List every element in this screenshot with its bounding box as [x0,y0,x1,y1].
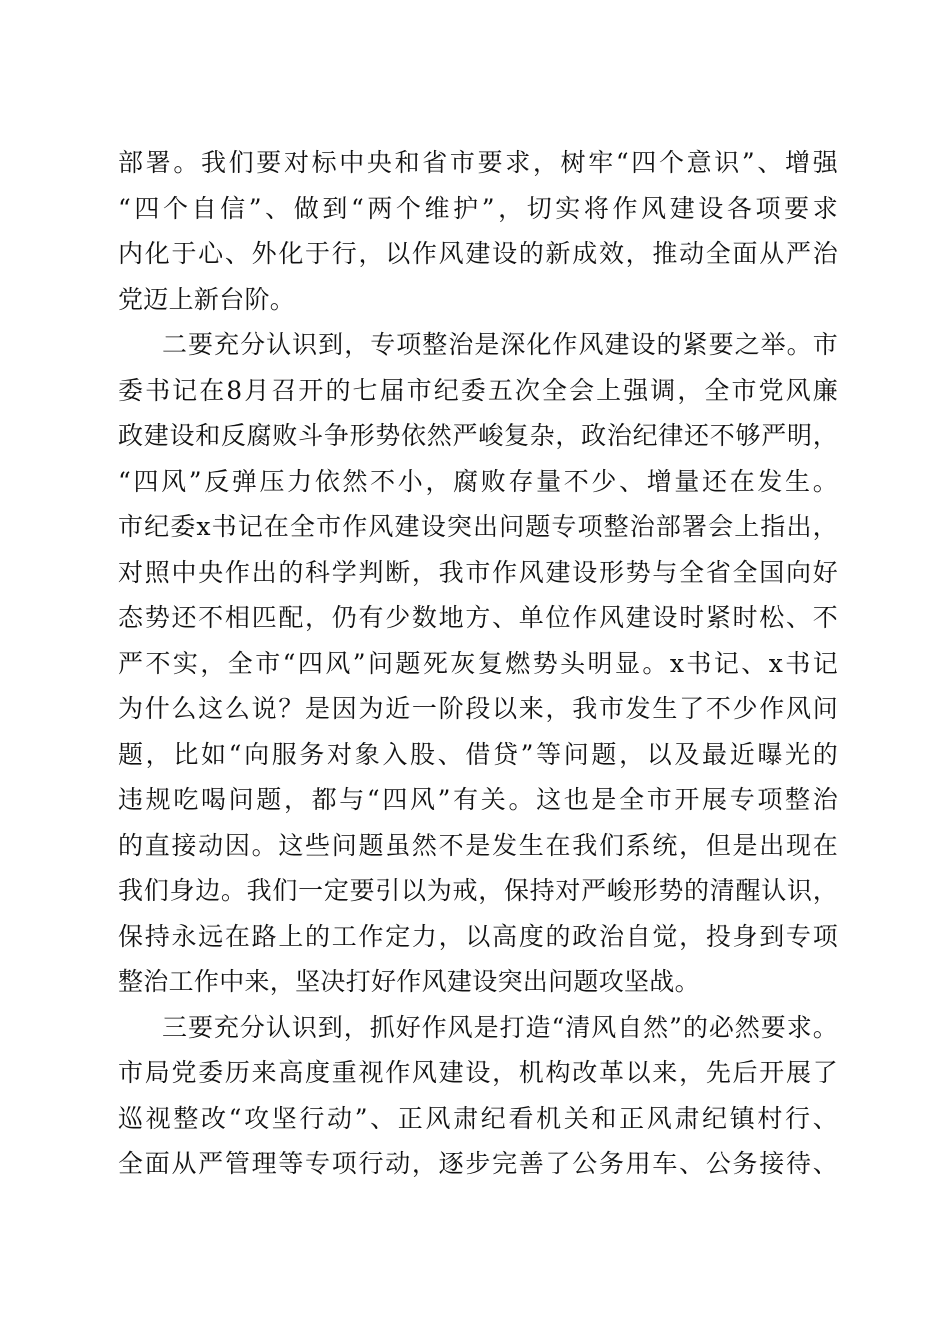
text-line: 保持永远在路上的工作定力，以高度的政治自觉，投身到专项 [118,921,838,951]
document-body [118,140,838,1187]
text-line: “四个自信”、做到“两个维护”，切实将作风建设各项要求 [118,193,838,223]
paragraph-continuation [118,140,838,322]
text-line: 题，比如“向服务对象入股、借贷”等问题，以及最近曝光的 [118,739,838,769]
text-line: 为什么这么说？是因为近一阶段以来，我市发生了不少作风问 [118,694,838,723]
text-line: 违规吃喝问题，都与“四风”有关。这也是全市开展专项整治 [118,785,838,814]
text-line: 三要充分认识到，抓好作风是打造“清风自然”的必然要求。 [162,1012,838,1042]
text-line: 部署。我们要对标中央和省市要求，树牢“四个意识”、增强 [118,148,838,177]
text-line: 严不实，全市“四风”问题死灰复燃势头明显。x书记、x书记 [118,648,838,678]
text-line: 二要充分认识到，专项整治是深化作风建设的紧要之举。市 [162,330,838,359]
text-line: 我们身边。我们一定要引以为戒，保持对严峻形势的清醒认识， [118,876,838,905]
text-line: 政建设和反腐败斗争形势依然严峻复杂，政治纪律还不够严明， [118,421,838,450]
text-line: 全面从严管理等专项行动，逐步完善了公务用车、公务接待、 [118,1149,838,1178]
text-line: 内化于心、外化于行，以作风建设的新成效，推动全面从严治 [118,239,838,268]
paragraph-second-point [118,322,838,1005]
paragraph-third-point [118,1005,838,1187]
text-line: 市局党委历来高度重视作风建设，机构改革以来，先后开展了 [118,1058,838,1087]
text-line: 的直接动因。这些问题虽然不是发生在我们系统，但是出现在 [118,830,838,860]
text-line: 委书记在8月召开的七届市纪委五次全会上强调，全市党风廉 [118,375,838,405]
text-line: “四风”反弹压力依然不小，腐败存量不少、增量还在发生。 [118,466,838,496]
text-line: 市纪委x书记在全市作风建设突出问题专项整治部署会上指出， [118,512,838,541]
text-line: 对照中央作出的科学判断，我市作风建设形势与全省全国向好 [118,557,838,587]
text-line: 党迈上新台阶。 [118,284,296,314]
text-line: 态势还不相匹配，仍有少数地方、单位作风建设时紧时松、不 [118,603,838,632]
text-line: 巡视整改“攻坚行动”、正风肃纪看机关和正风肃纪镇村行、 [118,1103,838,1133]
text-line: 整治工作中来，坚决打好作风建设突出问题攻坚战。 [118,967,700,996]
